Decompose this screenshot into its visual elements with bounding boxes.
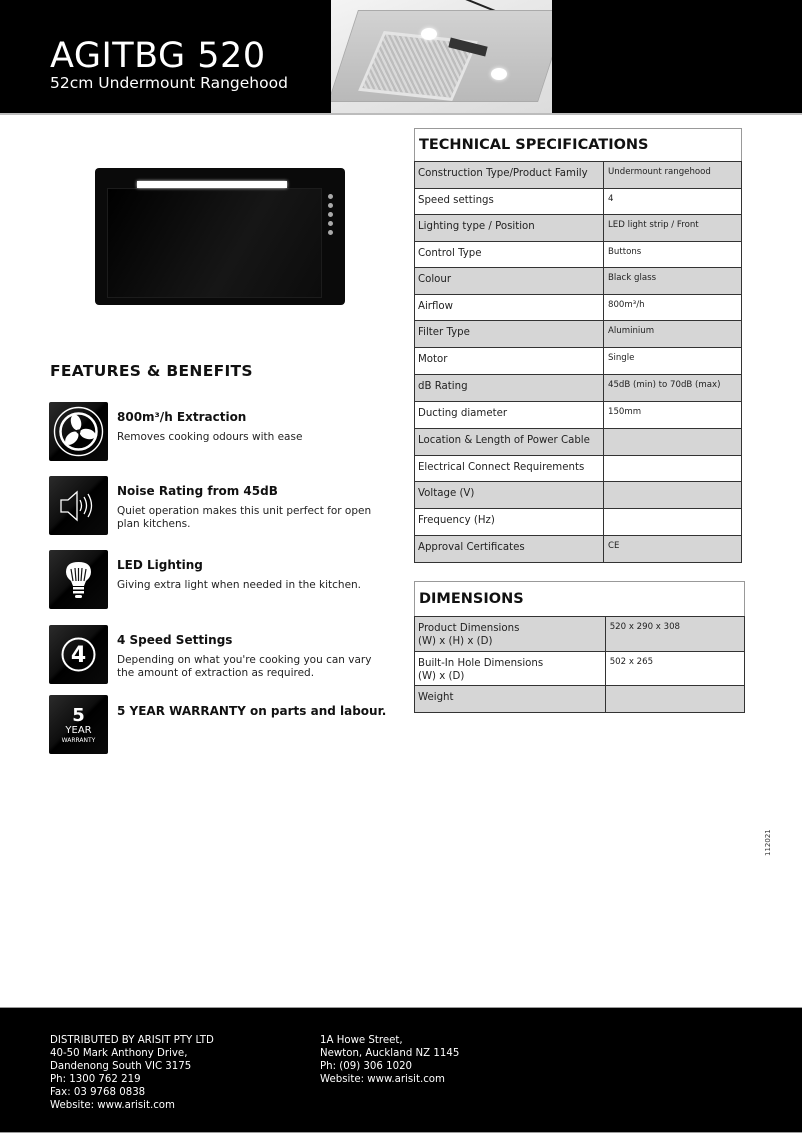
table-row — [415, 617, 745, 652]
footer-line: Fax: 03 9768 0838 — [50, 1087, 146, 1099]
svg-text:4: 4 — [70, 643, 87, 668]
spec-value: Single — [604, 348, 742, 375]
tech-specs-heading: TECHNICAL SPECIFICATIONS — [414, 128, 742, 161]
spec-value: LED light strip / Front — [604, 215, 742, 242]
spec-label: Ducting diameter — [415, 402, 604, 429]
footer-band — [0, 1007, 802, 1133]
table-row — [415, 321, 742, 348]
product-front-image — [95, 168, 345, 305]
feature-description: Depending on what you're cooking you can vary the amount of extraction as required. — [117, 654, 372, 679]
spec-value — [604, 509, 742, 536]
spec-value: 800m³/h — [604, 295, 742, 321]
feature-title: 5 YEAR WARRANTY on parts and labour. — [117, 704, 387, 718]
spec-value: Black glass — [604, 268, 742, 295]
document-code: 112021 — [764, 829, 772, 856]
dimension-label: Weight — [415, 686, 606, 713]
dimension-label — [415, 617, 606, 652]
dimension-label-line1: Built-In Hole Dimensions — [418, 658, 544, 669]
footer-line: Newton, Auckland NZ 1145 — [320, 1048, 460, 1060]
feature-title: 4 Speed Settings — [117, 633, 233, 647]
spec-label: Location & Length of Power Cable — [415, 429, 604, 456]
spec-value: Undermount rangehood — [604, 162, 742, 189]
dimension-label-line1: Product Dimensions — [418, 623, 520, 634]
spec-value — [604, 429, 742, 456]
spec-label: Control Type — [415, 242, 604, 268]
dimension-label — [415, 652, 606, 686]
table-row — [415, 456, 742, 482]
spec-label: Construction Type/Product Family — [415, 162, 604, 189]
table-row — [415, 509, 742, 536]
table-row — [415, 536, 742, 563]
table-row — [415, 189, 742, 215]
lamp-icon — [421, 28, 437, 40]
table-row — [415, 162, 742, 189]
spec-label: dB Rating — [415, 375, 604, 402]
control-button-icon — [328, 194, 333, 199]
control-button-icon — [328, 212, 333, 217]
dimension-label-line2: (W) x (D) — [418, 671, 465, 682]
dimension-value: 520 x 290 x 308 — [605, 617, 744, 652]
table-row — [415, 402, 742, 429]
spec-value: 45dB (min) to 70dB (max) — [604, 375, 742, 402]
lamp-icon — [491, 68, 507, 80]
footer-website-link[interactable]: Website: www.arisit.com — [50, 1100, 175, 1112]
speed-4-icon — [49, 625, 108, 684]
header-band — [0, 0, 802, 113]
spec-label: Filter Type — [415, 321, 604, 348]
table-row — [415, 686, 745, 713]
dimension-value — [605, 686, 744, 713]
feature-description: Giving extra light when needed in the kitchen. — [117, 579, 362, 591]
footer-line: 40-50 Mark Anthony Drive, — [50, 1048, 188, 1060]
table-row — [415, 348, 742, 375]
spec-label: Frequency (Hz) — [415, 509, 604, 536]
feature-title: Noise Rating from 45dB — [117, 484, 278, 498]
control-button-icon — [328, 230, 333, 235]
table-row — [415, 295, 742, 321]
led-strip — [137, 181, 287, 188]
light-bulb-icon — [49, 550, 108, 609]
table-row — [415, 215, 742, 242]
table-row — [415, 429, 742, 456]
footer-au-address — [50, 1034, 214, 1113]
feature-title: 800m³/h Extraction — [117, 410, 247, 424]
spec-label: Lighting type / Position — [415, 215, 604, 242]
spec-value — [604, 482, 742, 509]
footer-line: 1A Howe Street, — [320, 1035, 403, 1046]
spec-value: 150mm — [604, 402, 742, 429]
glass-panel — [107, 188, 322, 298]
table-row — [415, 652, 745, 686]
dimensions-heading: DIMENSIONS — [414, 581, 745, 616]
svg-text:5: 5 — [72, 705, 85, 726]
installed-product-photo — [331, 0, 552, 113]
warranty-5-year-icon — [49, 695, 108, 754]
spec-label: Voltage (V) — [415, 482, 604, 509]
footer-line: Dandenong South VIC 3175 — [50, 1061, 192, 1073]
table-row — [415, 375, 742, 402]
svg-text:YEAR: YEAR — [65, 725, 92, 736]
spec-value: 4 — [604, 189, 742, 215]
spec-value — [604, 456, 742, 482]
feature-description: Removes cooking odours with ease — [117, 431, 303, 443]
spec-label: Motor — [415, 348, 604, 375]
product-model-title: AGITBG 520 — [50, 36, 266, 76]
tech-specs-table — [414, 161, 742, 563]
spec-label: Colour — [415, 268, 604, 295]
spec-label: Airflow — [415, 295, 604, 321]
footer-nz-address — [320, 1034, 459, 1086]
spec-value: CE — [604, 536, 742, 563]
dimension-label-line2: (W) x (H) x (D) — [418, 636, 493, 647]
footer-line: DISTRIBUTED BY ARISIT PTY LTD — [50, 1035, 214, 1046]
table-row — [415, 242, 742, 268]
speaker-icon — [49, 476, 108, 535]
footer-website-link[interactable]: Website: www.arisit.com — [320, 1074, 445, 1086]
features-heading: FEATURES & BENEFITS — [50, 362, 253, 380]
feature-title: LED Lighting — [117, 558, 203, 572]
spec-label: Speed settings — [415, 189, 604, 215]
svg-text:WARRANTY: WARRANTY — [61, 737, 96, 744]
control-button-icon — [328, 203, 333, 208]
dimensions-table — [414, 616, 745, 713]
feature-description: Quiet operation makes this unit perfect for open plan kitchens. — [117, 505, 372, 530]
spec-value: Aluminium — [604, 321, 742, 348]
header-divider — [0, 113, 802, 115]
fan-icon — [49, 402, 108, 461]
spec-value: Buttons — [604, 242, 742, 268]
table-row — [415, 482, 742, 509]
dimension-value: 502 x 265 — [605, 652, 744, 686]
product-subtitle: 52cm Undermount Rangehood — [50, 74, 288, 92]
spec-label: Electrical Connect Requirements — [415, 456, 604, 482]
table-row — [415, 268, 742, 295]
footer-line: Ph: 1300 762 219 — [50, 1074, 141, 1086]
spec-label: Approval Certificates — [415, 536, 604, 563]
control-button-icon — [328, 221, 333, 226]
footer-line: Ph: (09) 306 1020 — [320, 1061, 413, 1073]
